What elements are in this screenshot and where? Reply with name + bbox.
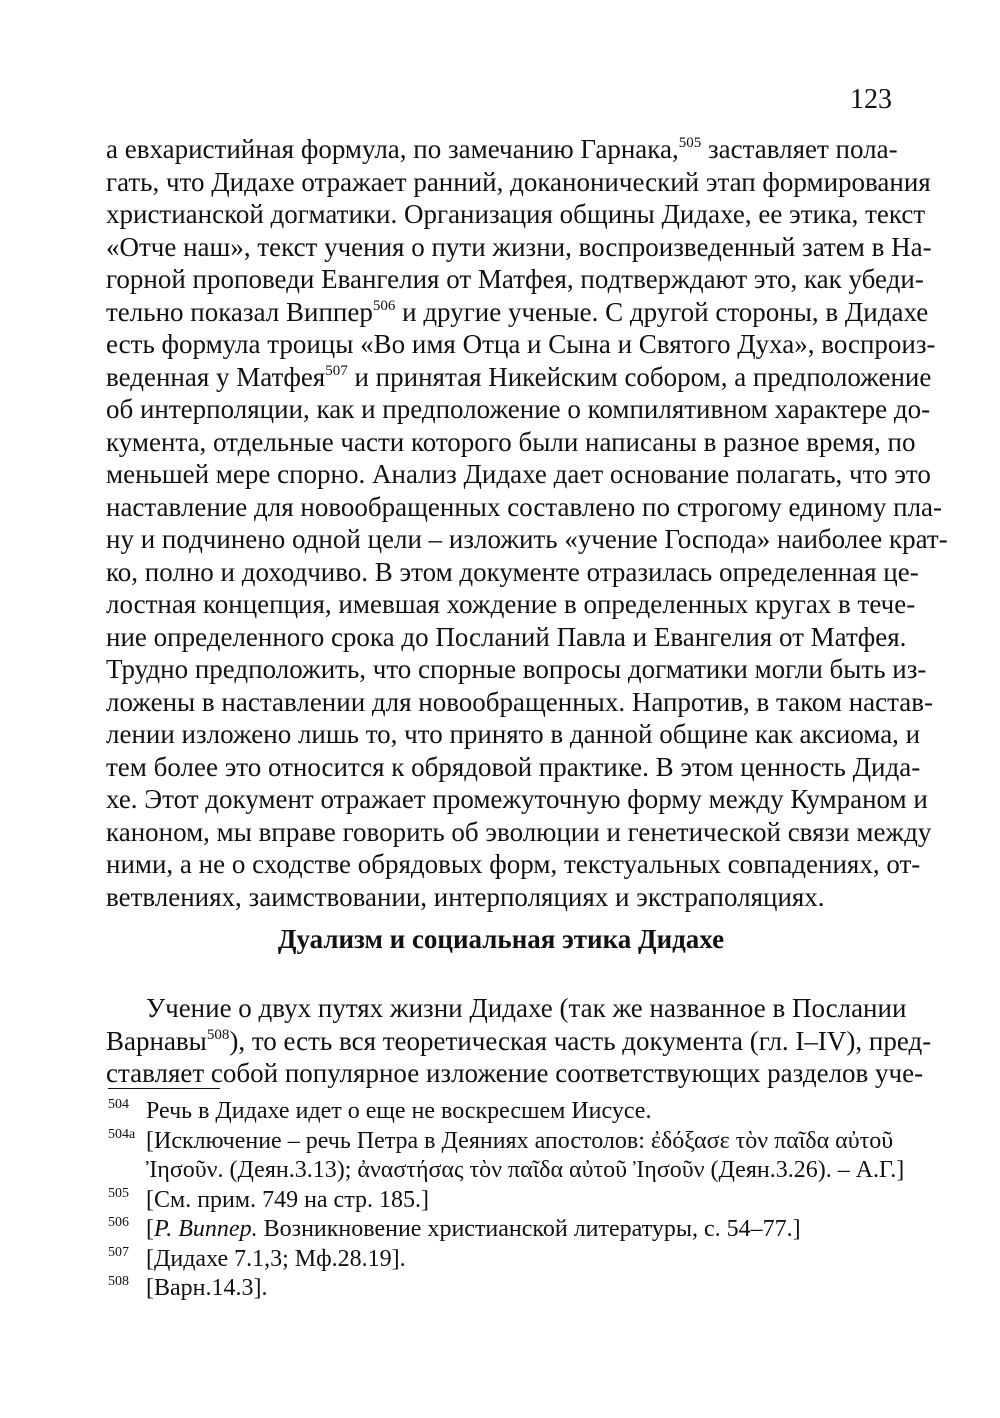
text-line: наставление для новообращенных составлено по строгому единому пла- bbox=[106, 491, 943, 522]
main-paragraph bbox=[106, 133, 948, 913]
footnote-bracket: [ bbox=[146, 1216, 154, 1242]
text-line: ние определенного срока до Посланий Павла и Евангелия от Матфея. bbox=[106, 621, 907, 652]
text-line: меньшей мере спорно. Анализ Дидахе дает основание полагать, что это bbox=[106, 459, 931, 489]
footnote-ref-507[interactable]: 507 bbox=[325, 362, 348, 379]
text-line: лении изложено лишь то, что принято в данной общине как аксиома, и bbox=[106, 719, 921, 749]
section-heading: Дуализм и социальная этика Дидахе bbox=[277, 924, 725, 954]
text-line: ложены в наставлении для новообращенных. Напротив, в таком настав- bbox=[106, 686, 933, 717]
footnote-506: 506 [Р. Виппер. Возникновение христианской литературы, с. 54–77.] bbox=[108, 1215, 801, 1242]
text-line: «Отче наш», текст учения о пути жизни, воспроизведенный затем в На- bbox=[106, 231, 932, 262]
second-paragraph bbox=[106, 992, 932, 1090]
text-line: ко, полно и доходчиво. В этом документе отразилась определенная це- bbox=[106, 556, 919, 587]
text-line: тельно показал Виппер$^{506}$ и другие ученые. С другой стороны, в Дидахе bbox=[106, 296, 929, 327]
footnote-text: [Исключение – речь Петра в Деяниях апостолов: ἐδόξασε τὸν παῖδα αὐτοῦ bbox=[146, 1127, 894, 1154]
text-line: горной проповеди Евангелия от Матфея, подтверждают это, как убеди- bbox=[106, 264, 924, 294]
footnote-ref-505[interactable]: 505 bbox=[678, 135, 702, 151]
footnotes bbox=[108, 1097, 905, 1304]
text-line: христианской догматики. Организация общины Дидахе, ее этика, текст bbox=[106, 199, 926, 229]
footnote-504a-continuation: Ἰησοῦν. (Деян.3.13); ἀναστήσας τὸν παῖδα αὐτοῦ Ἰησοῦν (Деян.3.26). – А.Г.] bbox=[146, 1157, 905, 1183]
text-line: Варнавы$^{508}$), то есть вся теоретическая часть документа (гл. I–IV), пред- bbox=[106, 1025, 932, 1056]
footnote-text: [См. прим. 749 на стр. 185.] bbox=[146, 1186, 429, 1213]
footnote-ref-506[interactable]: 506 bbox=[372, 297, 396, 314]
text-line: а евхаристийная формула, по замечанию Гарнака,$^{505}$ заставляет пола- bbox=[106, 134, 898, 164]
text-line: ветвлениях, заимствовании, интерполяциях и экстраполяциях. bbox=[106, 881, 825, 912]
footnote-text: Речь в Дидахе идет о еще не воскресшем Иисусе. bbox=[146, 1098, 652, 1124]
text-line: ставляет собой популярное изложение соответствующих разделов уче- bbox=[106, 1058, 924, 1088]
footnote-text: [Дидахе 7.1,3; Мф.28.19]. bbox=[146, 1245, 406, 1272]
text-line: каноном, мы вправе говорить об эволюции и генетической связи между bbox=[106, 816, 932, 847]
text-line: тем более это относится к обрядовой практике. В этом ценность Дида- bbox=[106, 751, 921, 782]
text-line: Трудно предположить, что спорные вопросы догматики могли быть из- bbox=[106, 654, 927, 684]
text-line: кумента, отдельные части которого были написаны в разное время, по bbox=[106, 426, 916, 457]
text-line: об интерполяции, как и предположение о компилятивном характере до- bbox=[106, 394, 931, 424]
footnote-508: 508 [Варн.14.3]. bbox=[108, 1274, 268, 1301]
text-line: ними, а не о сходстве обрядовых форм, текстуальных совпадениях, от- bbox=[106, 849, 921, 879]
text-line: Учение о двух путях жизни Дидахе (так же названное в Послании bbox=[146, 993, 907, 1023]
text-line: веденная у Матфея$^{507}$ и принятая Никейским собором, а предположение bbox=[106, 361, 932, 392]
page-number: 123 bbox=[850, 84, 892, 115]
footnote-507: 507 [Дидахе 7.1,3; Мф.28.19]. bbox=[108, 1244, 406, 1272]
text-line: есть формула троицы «Во имя Отца и Сына и Святого Духа», воспроиз- bbox=[106, 329, 936, 359]
footnote-text: Возникновение христианской литературы, с. 54–77.] bbox=[257, 1216, 801, 1242]
footnote-504: 504 Речь в Дидахе идет о еще не воскресшем Иисусе. bbox=[108, 1097, 652, 1124]
footnote-author: Р. Виппер. bbox=[154, 1216, 258, 1242]
footnote-504a: 504a [Исключение – речь Петра в Деяниях апостолов: ἐδόξασε τὸν παῖδα αὐτοῦ bbox=[108, 1126, 894, 1154]
text-line: хе. Этот документ отражает промежуточную форму между Кумраном и bbox=[106, 784, 928, 814]
footnote-ref-508[interactable]: 508 bbox=[206, 1026, 230, 1043]
text-line: ну и подчинено одной цели – изложить «учение Господа» наиболее крат- bbox=[106, 524, 948, 554]
text-line: гать, что Дидахе отражает ранний, доканонический этап формирования bbox=[106, 166, 931, 197]
text-line: лостная концепция, имевшая хождение в определенных кругах в тече- bbox=[106, 589, 916, 619]
footnote-text: [Варн.14.3]. bbox=[146, 1275, 268, 1301]
footnote-separator bbox=[108, 1088, 220, 1089]
footnote-505: 505 [См. прим. 749 на стр. 185.] bbox=[108, 1185, 429, 1213]
